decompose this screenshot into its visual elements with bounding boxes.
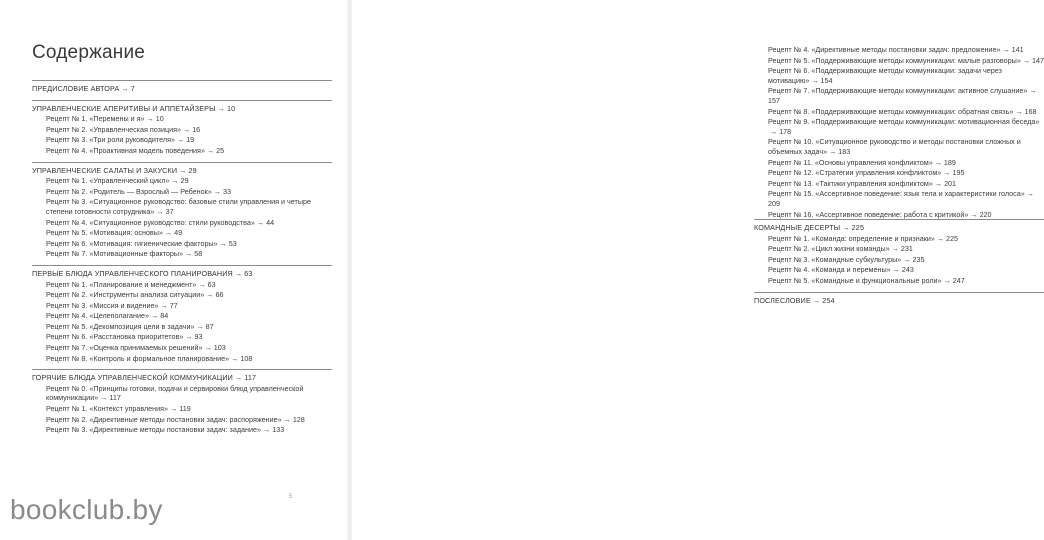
toc-page-number: 195 <box>952 168 965 178</box>
toc-page-number: 103 <box>213 343 226 353</box>
toc-entry-title: Рецепт № 1. «Управленческий цикл» <box>46 176 170 186</box>
toc-entry <box>754 86 1044 105</box>
arrow-right-icon: → <box>934 157 942 167</box>
toc-entry <box>32 187 332 197</box>
toc-page-number: 128 <box>292 414 305 424</box>
toc-page-number: 183 <box>838 146 851 156</box>
toc-page-number: 247 <box>952 276 965 286</box>
arrow-right-icon: → <box>1022 55 1031 65</box>
toc-page-number: 16 <box>192 124 201 134</box>
toc-column-right <box>754 44 1044 305</box>
arrow-right-icon: → <box>170 404 178 414</box>
arrow-right-icon: → <box>891 244 899 254</box>
toc-page-number: 84 <box>160 311 169 321</box>
toc-page-number: 37 <box>165 206 174 216</box>
arrow-right-icon: → <box>811 75 819 85</box>
toc-entry-title: Рецепт № 4. «Директивные методы постановки задач: предложение» <box>768 45 1001 54</box>
toc-entry-title: Рецепт № 5. «Поддерживающие методы коммуникации: малые разговоры» <box>768 55 1021 65</box>
toc-entry-title: Рецепт № 4. «Целеполагание» <box>46 311 150 321</box>
toc-entry-title: Рецепт № 1. «Перемены и я» <box>46 114 145 124</box>
toc-entry-title: Рецепт № 7. «Оценка принимаемых решений» <box>46 343 203 353</box>
toc-entry <box>32 415 332 425</box>
arrow-right-icon: → <box>231 353 239 363</box>
toc-page-number: 29 <box>188 165 197 175</box>
toc-page-number: 33 <box>222 186 231 196</box>
toc-entry <box>32 146 332 156</box>
toc-entry <box>754 234 1044 244</box>
left-page <box>0 0 348 540</box>
toc-entry <box>32 125 332 135</box>
arrow-right-icon: → <box>842 223 850 233</box>
toc-entry-title: Рецепт № 7. «Поддерживающие методы коммуникации: активное слушание» <box>768 86 1028 96</box>
toc-page-number: 19 <box>186 135 195 145</box>
toc-entry <box>754 255 1044 265</box>
toc-page-number: 58 <box>194 249 203 259</box>
toc-entry <box>754 45 1044 55</box>
arrow-right-icon: → <box>1026 189 1034 199</box>
toc-entry <box>32 404 332 414</box>
toc-page-number: 63 <box>244 268 253 278</box>
toc-page-number: 178 <box>779 126 792 136</box>
toc-entry <box>32 322 332 332</box>
toc-entry-title: Рецепт № 2. «Инструменты анализа ситуации» <box>46 290 205 300</box>
arrow-right-icon: → <box>146 114 154 124</box>
toc-section <box>32 162 332 176</box>
arrow-right-icon: → <box>936 233 945 243</box>
toc-section <box>754 219 1044 233</box>
arrow-right-icon: → <box>160 300 168 310</box>
toc-page-number: 225 <box>946 233 959 243</box>
toc-entry-title: Рецепт № 1. «Планирование и менеджмент» <box>46 279 197 289</box>
arrow-right-icon: → <box>121 84 129 93</box>
page-number: 5 <box>289 494 293 500</box>
toc-section-title: КОМАНДНЫЕ ДЕСЕРТЫ <box>754 223 841 233</box>
toc-page-number: 93 <box>194 332 203 342</box>
arrow-right-icon: → <box>903 254 911 264</box>
toc-page-number: 243 <box>901 265 914 275</box>
toc-entry <box>754 107 1044 117</box>
toc-entry-title: Рецепт № 12. «Стратегии управления конфликтом» <box>768 168 942 178</box>
toc-entry <box>754 137 1044 156</box>
toc-entry-title: Рецепт № 6. «Мотивация: гигиенические факторы» <box>46 238 218 248</box>
arrow-right-icon: → <box>185 332 193 342</box>
arrow-right-icon: → <box>1029 86 1037 96</box>
toc-entry <box>754 168 1044 178</box>
toc-page-number: 220 <box>979 209 992 219</box>
toc-entry-title: Рецепт № 4. «Ситуационное руководство: стили руководства» <box>46 217 255 227</box>
toc-page-number: 141 <box>1011 45 1024 54</box>
arrow-right-icon: → <box>204 343 212 353</box>
toc-entry <box>754 66 1044 85</box>
arrow-right-icon: → <box>198 279 206 289</box>
toc-page-number: 154 <box>820 75 833 85</box>
toc-entry <box>32 301 332 311</box>
toc-entry <box>32 239 332 249</box>
toc-entry-title: Рецепт № 2. «Родитель — Взрослый — Ребенок» <box>46 186 212 196</box>
toc-entry-title: Рецепт № 3. «Миссия и видение» <box>46 300 159 310</box>
toc-entry <box>32 176 332 186</box>
toc-page-number: 10 <box>226 103 236 113</box>
toc-page-number: 108 <box>240 353 253 363</box>
toc-entry-title: Рецепт № 3. «Директивные методы постановки задач: задание» <box>46 425 262 435</box>
toc-page-number: 133 <box>272 425 285 435</box>
toc-entry-title: Рецепт № 1. «Команда: определение и признаки» <box>768 233 935 243</box>
toc-page-number: 231 <box>900 244 913 254</box>
toc-entry-title: Рецепт № 1. «Контекст управления» <box>46 404 169 414</box>
arrow-right-icon: → <box>943 168 951 178</box>
arrow-right-icon: → <box>1015 106 1023 116</box>
toc-section-title: ПРЕДИСЛОВИЕ АВТОРА <box>32 84 120 93</box>
toc-section-title: УПРАВЛЕНЧЕСКИЕ САЛАТЫ И ЗАКУСКИ <box>32 165 178 175</box>
toc-section-title: УПРАВЛЕНЧЕСКИЕ АПЕРИТИВЫ И АППЕТАЙЗЕРЫ <box>32 103 216 113</box>
toc-entry-title: Рецепт № 6. «Расстановка приоритетов» <box>46 332 184 342</box>
toc-entry <box>32 249 332 259</box>
toc-entry <box>32 135 332 145</box>
arrow-right-icon: → <box>206 145 215 155</box>
toc-entry <box>754 244 1044 254</box>
toc-page-number: 49 <box>174 228 183 238</box>
arrow-right-icon: → <box>171 176 179 186</box>
toc-page-number: 235 <box>912 254 925 264</box>
arrow-right-icon: → <box>892 265 900 275</box>
toc-page-number: 7 <box>130 84 135 93</box>
arrow-right-icon: → <box>256 217 265 227</box>
arrow-right-icon: → <box>213 186 221 196</box>
toc-entry-title: Рецепт № 16. «Ассертивное поведение: работа с критикой» <box>768 209 969 219</box>
toc-section <box>32 369 332 383</box>
toc-entry <box>754 158 1044 168</box>
toc-section <box>32 80 332 94</box>
arrow-right-icon: → <box>283 414 291 424</box>
toc-page-number: 201 <box>944 178 957 188</box>
toc-entry <box>32 228 332 238</box>
toc-entry <box>32 384 332 403</box>
toc-entry-title: Рецепт № 13. «Тактики управления конфликтом» <box>768 178 933 188</box>
page-title: Содержание <box>32 42 146 63</box>
arrow-right-icon: → <box>943 276 951 286</box>
toc-entry <box>32 290 332 300</box>
toc-page-number: 189 <box>943 157 956 167</box>
arrow-right-icon: → <box>217 103 225 113</box>
toc-entry <box>754 117 1044 136</box>
toc-section-title: ГОРЯЧИЕ БЛЮДА УПРАВЛЕНЧЕСКОЙ КОММУНИКАЦИИ <box>32 373 233 383</box>
toc-page-number: 63 <box>207 279 216 289</box>
toc-entry-title: Рецепт № 2. «Директивные методы постановки задач: распоряжение» <box>46 414 282 424</box>
toc-page-number: 157 <box>768 95 780 105</box>
arrow-right-icon: → <box>196 321 204 331</box>
toc-entry <box>32 280 332 290</box>
toc-entry-title: Рецепт № 11. «Основы управления конфликтом» <box>768 157 933 167</box>
toc-entry-title: Рецепт № 9. «Поддерживающие методы коммуникации: мотивационная беседа» <box>768 117 1040 127</box>
arrow-right-icon: → <box>183 124 191 134</box>
arrow-right-icon: → <box>812 295 821 305</box>
toc-entry-title: Рецепт № 2. «Управленческая позиция» <box>46 124 181 134</box>
toc-entry-title: Рецепт № 5. «Командные и функциональные роли» <box>768 276 942 286</box>
toc-entry-title: Рецепт № 7. «Мотивационные факторы» <box>46 249 184 259</box>
toc-entry-title: Рецепт № 4. «Проактивная модель поведения» <box>46 145 205 155</box>
toc-entry <box>32 311 332 321</box>
toc-page-number: 44 <box>266 217 275 227</box>
toc-page-number: 168 <box>1024 106 1037 116</box>
toc-entry <box>32 343 332 353</box>
watermark: bookclub.by <box>10 494 163 525</box>
toc-page-number: 117 <box>109 393 121 403</box>
toc-page-number: 254 <box>822 295 835 305</box>
toc-entry <box>32 354 332 364</box>
toc-page-number: 119 <box>179 404 191 414</box>
arrow-right-icon: → <box>151 311 159 321</box>
arrow-right-icon: → <box>234 373 243 383</box>
toc-entry <box>754 56 1044 66</box>
toc-page-number: 29 <box>180 176 189 186</box>
toc-page-number: 117 <box>244 373 257 383</box>
toc-entry <box>754 276 1044 286</box>
arrow-right-icon: → <box>177 135 185 145</box>
toc-section-title: ПОСЛЕСЛОВИЕ <box>754 295 811 305</box>
toc-entry <box>32 114 332 124</box>
arrow-right-icon: → <box>185 249 193 259</box>
arrow-right-icon: → <box>234 268 243 278</box>
toc-column-left <box>32 80 332 435</box>
toc-section-title: ПЕРВЫЕ БЛЮДА УПРАВЛЕНЧЕСКОГО ПЛАНИРОВАНИЯ <box>32 268 233 278</box>
toc-entry-title: Рецепт № 0. «Принципы готовки, подачи и сервировки блюд управленческой коммуникации» <box>46 383 304 403</box>
toc-entry-title: Рецепт № 5. «Декомпозиция цели в задачи» <box>46 321 195 331</box>
arrow-right-icon: → <box>219 238 227 248</box>
toc-entry-title: Рецепт № 4. «Команда и перемены» <box>768 265 891 275</box>
toc-entry <box>754 210 1044 220</box>
toc-page-number: 53 <box>228 238 237 248</box>
toc-section <box>754 292 1044 306</box>
toc-entry-title: Рецепт № 8. «Поддерживающие методы коммуникации: обратная связь» <box>768 106 1014 116</box>
toc-entry <box>32 332 332 342</box>
toc-entry <box>754 179 1044 189</box>
toc-page-number: 66 <box>215 290 224 300</box>
toc-entry <box>754 265 1044 275</box>
toc-entry-title: Рецепт № 3. «Три роли руководителя» <box>46 135 175 145</box>
arrow-right-icon: → <box>100 393 108 403</box>
toc-entry-title: Рецепт № 2. «Цикл жизни команды» <box>768 244 890 254</box>
toc-entry <box>32 425 332 435</box>
right-page <box>352 0 1044 540</box>
arrow-right-icon: → <box>164 228 173 238</box>
toc-entry-title: Рецепт № 5. «Мотивация: основы» <box>46 228 163 238</box>
toc-entry <box>32 197 332 216</box>
arrow-right-icon: → <box>770 126 778 136</box>
toc-page-number: 87 <box>205 321 214 331</box>
toc-entry-title: Рецепт № 15. «Ассертивное поведение: язык тела и характеристики голоса» <box>768 189 1025 199</box>
toc-page-number: 10 <box>155 114 164 124</box>
toc-page-number: 77 <box>169 300 178 310</box>
toc-entry-title: Рецепт № 6. «Поддерживающие методы коммуникации: задачи через мотивацию» <box>768 66 1002 85</box>
toc-entry-title: Рецепт № 10. «Ситуационное руководство и методы постановки сложных и объемных задач» <box>768 137 1021 156</box>
toc-entry <box>32 218 332 228</box>
arrow-right-icon: → <box>970 209 978 219</box>
arrow-right-icon: → <box>263 425 271 435</box>
toc-page-number: 225 <box>851 223 865 233</box>
toc-section <box>32 100 332 114</box>
toc-page-number: 209 <box>768 198 780 208</box>
toc-entry <box>754 189 1044 208</box>
toc-section <box>32 265 332 279</box>
arrow-right-icon: → <box>1002 45 1010 54</box>
arrow-right-icon: → <box>206 290 214 300</box>
arrow-right-icon: → <box>934 178 943 188</box>
toc-page-number: 147 <box>1032 55 1044 65</box>
toc-entry-title: Рецепт № 3. «Ситуационное руководство: базовые стили управления и четыре степени готовности сотрудника» <box>46 197 311 216</box>
toc-page-number: 25 <box>216 145 225 155</box>
toc-entry-title: Рецепт № 8. «Контроль и формальное планирование» <box>46 353 230 363</box>
arrow-right-icon: → <box>156 206 164 216</box>
arrow-right-icon: → <box>829 146 837 156</box>
arrow-right-icon: → <box>179 165 187 175</box>
toc-entry-title: Рецепт № 3. «Командные субкультуры» <box>768 254 902 264</box>
